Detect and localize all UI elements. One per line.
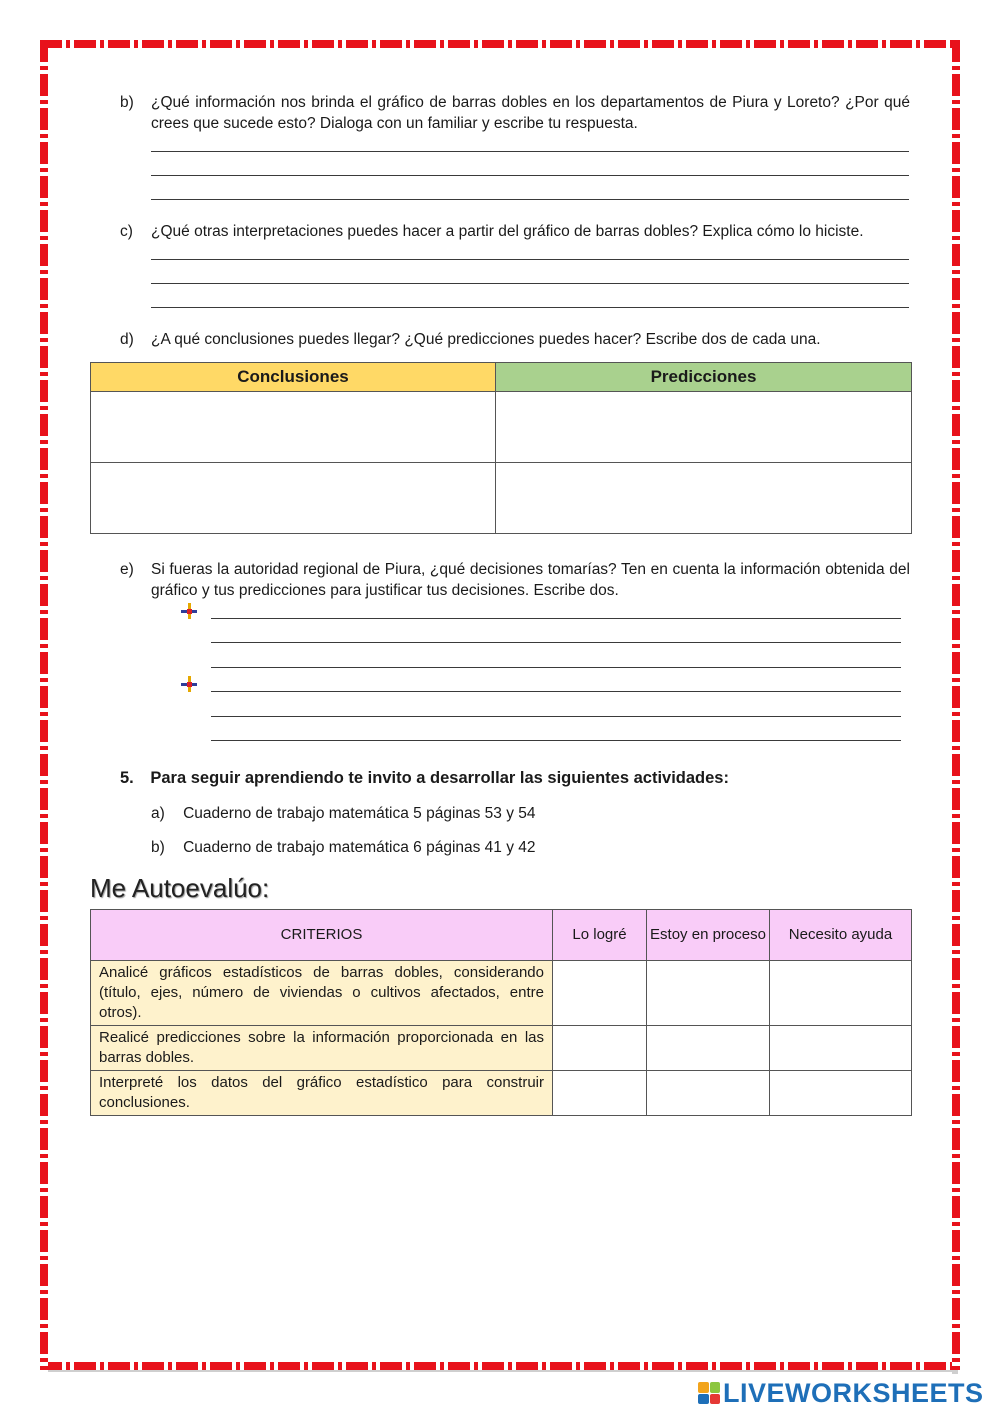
liveworksheets-logo[interactable] — [698, 1378, 984, 1408]
self-eval-table — [90, 909, 912, 1116]
achieved-check-cell[interactable] — [553, 1026, 647, 1071]
need-help-header: Necesito ayuda — [770, 910, 912, 961]
need-help-check-cell[interactable] — [770, 1026, 912, 1071]
question-e-label: e) — [120, 561, 134, 578]
answer-line-c-3[interactable] — [151, 307, 909, 308]
in-progress-check-cell[interactable] — [647, 961, 770, 1026]
conclusion-cell-1[interactable] — [91, 392, 496, 463]
question-e — [120, 559, 910, 601]
self-eval-title: Me Autoevalúo: — [90, 873, 270, 903]
answer-line-e-3[interactable] — [211, 667, 901, 668]
answer-line-b-1[interactable] — [151, 151, 909, 152]
answer-line-e-6[interactable] — [211, 740, 901, 741]
answer-line-c-2[interactable] — [151, 283, 909, 284]
activities-number: 5. — [120, 769, 134, 787]
conclusions-predictions-table — [90, 362, 912, 534]
compass-bullet-icon — [181, 676, 197, 692]
activity-item-text: Cuaderno de trabajo matemática 6 páginas 41 y 42 — [183, 839, 536, 856]
question-d — [120, 329, 910, 350]
in-progress-check-cell[interactable] — [647, 1026, 770, 1071]
question-b — [120, 92, 910, 134]
compass-bullet-icon — [181, 603, 197, 619]
criterion-cell: Realicé predicciones sobre la información proporcionada en las barras dobles. — [91, 1026, 553, 1071]
border-top — [40, 40, 960, 48]
border-right — [952, 40, 960, 1370]
in-progress-check-cell[interactable] — [647, 1071, 770, 1116]
border-bottom — [40, 1362, 960, 1370]
logo-wordmark: LIVEWORKSHEETS — [723, 1377, 984, 1408]
criteria-header: CRITERIOS — [91, 910, 553, 961]
question-b-label: b) — [120, 94, 134, 111]
question-d-text: ¿A qué conclusiones puedes llegar? ¿Qué predicciones puedes hacer? Escribe dos de cada una. — [151, 331, 821, 348]
conclusion-cell-2[interactable] — [91, 463, 496, 534]
question-c-label: c) — [120, 223, 133, 240]
prediction-cell-2[interactable] — [496, 463, 912, 534]
answer-line-e-2[interactable] — [211, 642, 901, 643]
answer-line-b-3[interactable] — [151, 199, 909, 200]
conclusions-header: Conclusiones — [91, 363, 496, 392]
answer-line-c-1[interactable] — [151, 259, 909, 260]
criterion-cell: Analicé gráficos estadísticos de barras dobles, considerando (título, ejes, número de viviendas o cultivos afectados, entre otros). — [91, 961, 553, 1026]
answer-line-b-2[interactable] — [151, 175, 909, 176]
predictions-header: Predicciones — [496, 363, 912, 392]
answer-line-e-4[interactable] — [211, 691, 901, 692]
achieved-header: Lo logré — [553, 910, 647, 961]
question-e-text: Si fueras la autoridad regional de Piura, ¿qué decisiones tomarías? Ten en cuenta la información obtenida del gráfico y tus predicciones para justificar tus decisiones. Escribe dos. — [151, 561, 910, 599]
question-b-text: ¿Qué información nos brinda el gráfico de barras dobles en los departamentos de Piura y Loreto? ¿Por qué crees que sucede esto? Dialoga con un familiar y escribe tu respuesta. — [151, 94, 910, 132]
logo-grid-icon — [698, 1382, 720, 1404]
activity-item — [151, 839, 536, 857]
need-help-check-cell[interactable] — [770, 961, 912, 1026]
activity-item-label: a) — [151, 805, 165, 822]
activities-heading — [120, 769, 729, 788]
prediction-cell-1[interactable] — [496, 392, 912, 463]
achieved-check-cell[interactable] — [553, 1071, 647, 1116]
achieved-check-cell[interactable] — [553, 961, 647, 1026]
activities-heading-text: Para seguir aprendiendo te invito a desarrollar las siguientes actividades: — [150, 769, 729, 787]
question-d-label: d) — [120, 331, 134, 348]
in-progress-header: Estoy en proceso — [647, 910, 770, 961]
activity-item-text: Cuaderno de trabajo matemática 5 páginas 53 y 54 — [183, 805, 536, 822]
need-help-check-cell[interactable] — [770, 1071, 912, 1116]
question-c-text: ¿Qué otras interpretaciones puedes hacer a partir del gráfico de barras dobles? Explica cómo lo hiciste. — [151, 223, 864, 240]
border-left — [40, 40, 48, 1370]
answer-line-e-1[interactable] — [211, 618, 901, 619]
activity-item — [151, 805, 536, 823]
activity-item-label: b) — [151, 839, 165, 856]
answer-line-e-5[interactable] — [211, 716, 901, 717]
question-c — [120, 221, 910, 242]
criterion-cell: Interpreté los datos del gráfico estadístico para construir conclusiones. — [91, 1071, 553, 1116]
